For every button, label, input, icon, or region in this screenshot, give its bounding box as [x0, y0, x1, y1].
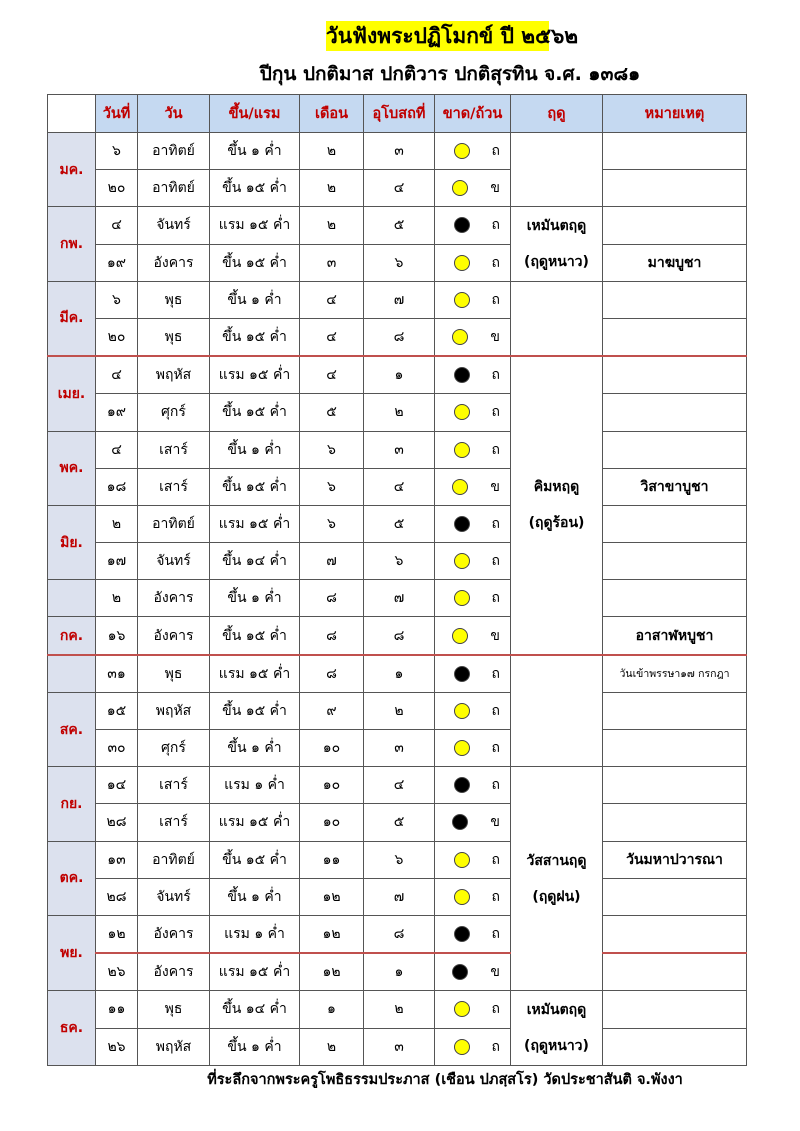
lunar-month-cell: ๘: [300, 617, 364, 655]
season-name: เหมันตฤดู: [526, 1002, 587, 1018]
date-cell: ๑๒: [96, 915, 138, 953]
lunar-month-cell: ๖: [300, 505, 364, 542]
season-cell: [511, 133, 603, 207]
note-cell: [603, 394, 747, 431]
phase-cell: แรม ๑ ค่ำ: [210, 767, 300, 804]
khat-thuan-label: ถ: [491, 740, 500, 757]
date-cell: ๖: [96, 133, 138, 170]
note-cell: [603, 356, 747, 394]
season-cell: [511, 356, 603, 655]
uposatha-no-cell: ๔: [364, 468, 435, 505]
lunar-month-cell: ๑๒: [300, 878, 364, 915]
month-label: กย.: [48, 767, 96, 841]
date-cell: ๑๕: [96, 692, 138, 729]
note-cell: [603, 431, 747, 468]
uposatha-no-cell: ๘: [364, 617, 435, 655]
table-row: [48, 207, 747, 244]
phase-cell: ขึ้น ๑๕ ค่ำ: [210, 170, 300, 207]
phase-cell: ขึ้น ๑ ค่ำ: [210, 878, 300, 915]
table-row: [48, 244, 747, 281]
moon-cell: [435, 318, 511, 356]
note-cell: [603, 915, 747, 953]
full-moon-icon: [454, 1001, 470, 1017]
phase-cell: ขึ้น ๑๕ ค่ำ: [210, 692, 300, 729]
new-moon-icon: [454, 666, 470, 682]
season-name: วัสสานฤดู: [526, 852, 587, 869]
new-moon-icon: [454, 217, 470, 233]
lunar-month-cell: ๓: [300, 244, 364, 281]
table-row: [48, 505, 747, 542]
moon-cell: [435, 655, 511, 693]
note-cell: [603, 170, 747, 207]
lunar-month-cell: ๑๐: [300, 767, 364, 804]
day-cell: อังคาร: [138, 244, 210, 281]
note-cell: [603, 281, 747, 318]
note-cell: [603, 953, 747, 991]
table-row: [48, 730, 747, 767]
phase-cell: ขึ้น ๑๕ ค่ำ: [210, 468, 300, 505]
date-cell: ๑๖: [96, 617, 138, 655]
day-cell: พฤหัส: [138, 692, 210, 729]
moon-cell: [435, 281, 511, 318]
moon-cell: [435, 953, 511, 991]
day-cell: พุธ: [138, 991, 210, 1028]
moon-cell: [435, 505, 511, 542]
date-cell: ๒๖: [96, 953, 138, 991]
lunar-month-cell: ๑๑: [300, 841, 364, 878]
phase-cell: ขึ้น ๑๕ ค่ำ: [210, 617, 300, 655]
khat-thuan-label: ถ: [491, 1038, 500, 1055]
phase-cell: แรม ๑๕ ค่ำ: [210, 655, 300, 693]
uposatha-no-cell: ๘: [364, 318, 435, 356]
month-label: กพ.: [48, 207, 96, 281]
season-subname: (ฤดูหนาว): [524, 254, 589, 271]
table-row: [48, 468, 747, 505]
note-cell: วิสาขาบูชา: [603, 468, 747, 505]
new-moon-icon: [454, 367, 470, 383]
full-moon-icon: [454, 852, 470, 868]
day-cell: อังคาร: [138, 915, 210, 953]
note-cell: [603, 580, 747, 617]
note-cell: [603, 692, 747, 729]
day-cell: อังคาร: [138, 580, 210, 617]
phase-cell: ขึ้น ๑ ค่ำ: [210, 1028, 300, 1065]
lunar-month-cell: ๔: [300, 318, 364, 356]
season-subname: (ฤดูหนาว): [524, 1038, 589, 1054]
lunar-month-cell: ๒: [300, 1028, 364, 1065]
header-row: [48, 95, 747, 133]
uposatha-no-cell: ๗: [364, 580, 435, 617]
note-cell: วันมหาปวารณา: [603, 841, 747, 878]
header-date: วันที่: [96, 95, 138, 133]
khat-thuan-label: ข: [490, 478, 500, 495]
full-moon-icon: [454, 703, 470, 719]
full-moon-icon: [454, 255, 470, 271]
lunar-month-cell: ๗: [300, 543, 364, 580]
lunar-month-cell: ๔: [300, 356, 364, 394]
lunar-month-cell: ๘: [300, 580, 364, 617]
day-cell: อาทิตย์: [138, 841, 210, 878]
table-row: [48, 431, 747, 468]
khat-thuan-label: ถ: [491, 291, 500, 308]
day-cell: พุธ: [138, 318, 210, 356]
table-row: [48, 170, 747, 207]
month-label: สค.: [48, 692, 96, 766]
note-cell: [603, 133, 747, 170]
uposatha-no-cell: ๒: [364, 991, 435, 1028]
phase-cell: แรม ๑๕ ค่ำ: [210, 505, 300, 542]
moon-cell: [435, 543, 511, 580]
table-row: [48, 878, 747, 915]
lunar-month-cell: ๕: [300, 394, 364, 431]
date-cell: ๑๘: [96, 468, 138, 505]
header-month: เดือน: [300, 95, 364, 133]
date-cell: ๑๗: [96, 543, 138, 580]
day-cell: เสาร์: [138, 804, 210, 841]
moon-cell: [435, 841, 511, 878]
khat-thuan-label: ถ: [491, 367, 500, 384]
table-row: [48, 281, 747, 318]
khat-thuan-label: ถ: [491, 777, 500, 794]
khat-thuan-label: ถ: [491, 590, 500, 607]
lunar-month-cell: ๑๐: [300, 804, 364, 841]
date-cell: ๓๐: [96, 730, 138, 767]
note-cell: [603, 318, 747, 356]
lunar-month-cell: ๖: [300, 468, 364, 505]
moon-cell: [435, 207, 511, 244]
phase-cell: แรม ๑๕ ค่ำ: [210, 356, 300, 394]
day-cell: ศุกร์: [138, 730, 210, 767]
season-name: คิมหฤดู: [533, 479, 580, 496]
lunar-month-cell: ๒: [300, 133, 364, 170]
khat-thuan-label: ถ: [491, 404, 500, 421]
lunar-month-cell: ๑๒: [300, 915, 364, 953]
uposatha-no-cell: ๔: [364, 170, 435, 207]
lunar-month-cell: ๔: [300, 281, 364, 318]
table-row: [48, 543, 747, 580]
table-row: [48, 804, 747, 841]
header-phase: ขึ้น/แรม: [210, 95, 300, 133]
full-moon-icon: [452, 180, 468, 196]
khat-thuan-label: ถ: [491, 1001, 500, 1018]
note-cell: [603, 991, 747, 1028]
note-cell: [603, 505, 747, 542]
note-cell: วันเข้าพรรษา๑๗ กรกฎา: [603, 655, 747, 693]
uposatha-no-cell: ๖: [364, 841, 435, 878]
season-cell: [511, 767, 603, 991]
day-cell: พฤหัส: [138, 1028, 210, 1065]
uposatha-no-cell: ๖: [364, 543, 435, 580]
lunar-month-cell: ๖: [300, 431, 364, 468]
lunar-month-cell: ๑: [300, 991, 364, 1028]
day-cell: พฤหัส: [138, 356, 210, 394]
khat-thuan-label: ข: [490, 627, 500, 644]
moon-cell: [435, 170, 511, 207]
season-subname: (ฤดูร้อน): [528, 515, 585, 532]
new-moon-icon: [454, 926, 470, 942]
phase-cell: แรม ๑ ค่ำ: [210, 915, 300, 953]
full-moon-icon: [454, 1039, 470, 1055]
table-row: [48, 767, 747, 804]
date-cell: ๒๘: [96, 804, 138, 841]
full-moon-icon: [452, 479, 468, 495]
full-moon-icon: [454, 889, 470, 905]
khat-thuan-label: ถ: [491, 441, 500, 458]
date-cell: ๑๙: [96, 394, 138, 431]
note-cell: [603, 804, 747, 841]
date-cell: ๒๐: [96, 170, 138, 207]
phase-cell: แรม ๑๕ ค่ำ: [210, 953, 300, 991]
khat-thuan-label: ถ: [491, 515, 500, 532]
uposatha-no-cell: ๔: [364, 767, 435, 804]
note-cell: [603, 207, 747, 244]
table-row: [48, 617, 747, 655]
khat-thuan-label: ถ: [491, 217, 500, 234]
uposatha-no-cell: ๓: [364, 730, 435, 767]
uposatha-no-cell: ๗: [364, 281, 435, 318]
new-moon-icon: [452, 964, 468, 980]
day-cell: เสาร์: [138, 767, 210, 804]
season-cell: [511, 655, 603, 767]
date-cell: ๑๔: [96, 767, 138, 804]
full-moon-icon: [454, 590, 470, 606]
day-cell: อาทิตย์: [138, 170, 210, 207]
month-label: ตค.: [48, 841, 96, 915]
page-title: วันฟังพระปฏิโมกข์ ปี ๒๕๖๒: [326, 21, 549, 51]
table-row: [48, 394, 747, 431]
phase-cell: ขึ้น ๑ ค่ำ: [210, 730, 300, 767]
month-label: มีค.: [48, 281, 96, 356]
uposatha-no-cell: ๓: [364, 1028, 435, 1065]
phase-cell: ขึ้น ๑๕ ค่ำ: [210, 244, 300, 281]
calendar-table: [47, 94, 747, 1066]
moon-cell: [435, 468, 511, 505]
moon-cell: [435, 244, 511, 281]
season-cell: [511, 207, 603, 281]
full-moon-icon: [454, 143, 470, 159]
day-cell: อังคาร: [138, 617, 210, 655]
new-moon-icon: [454, 777, 470, 793]
note-cell: อาสาฬหบูชา: [603, 617, 747, 655]
uposatha-no-cell: ๒: [364, 692, 435, 729]
phase-cell: ขึ้น ๑๔ ค่ำ: [210, 991, 300, 1028]
note-cell: [603, 767, 747, 804]
date-cell: ๔: [96, 207, 138, 244]
khat-thuan-label: ถ: [491, 665, 500, 682]
table-row: [48, 318, 747, 356]
khat-thuan-label: ถ: [491, 702, 500, 719]
phase-cell: ขึ้น ๑ ค่ำ: [210, 431, 300, 468]
uposatha-no-cell: ๒: [364, 394, 435, 431]
moon-cell: [435, 133, 511, 170]
uposatha-no-cell: ๑: [364, 953, 435, 991]
khat-thuan-label: ถ: [491, 143, 500, 160]
khat-thuan-label: ข: [490, 180, 500, 197]
day-cell: พุธ: [138, 281, 210, 318]
day-cell: จันทร์: [138, 207, 210, 244]
date-cell: ๑๓: [96, 841, 138, 878]
day-cell: จันทร์: [138, 543, 210, 580]
header-day: วัน: [138, 95, 210, 133]
table-row: [48, 915, 747, 953]
header-note: หมายเหตุ: [603, 95, 747, 133]
month-label: ธค.: [48, 991, 96, 1065]
full-moon-icon: [454, 740, 470, 756]
season-cell: [511, 991, 603, 1065]
date-cell: ๒๖: [96, 1028, 138, 1065]
full-moon-icon: [454, 442, 470, 458]
header-blank: [48, 95, 96, 133]
day-cell: อังคาร: [138, 953, 210, 991]
uposatha-no-cell: ๘: [364, 915, 435, 953]
moon-cell: [435, 991, 511, 1028]
khat-thuan-label: ถ: [491, 926, 500, 943]
lunar-month-cell: ๑๐: [300, 730, 364, 767]
phase-cell: แรม ๑๕ ค่ำ: [210, 207, 300, 244]
moon-cell: [435, 915, 511, 953]
khat-thuan-label: ถ: [491, 553, 500, 570]
phase-cell: ขึ้น ๑ ค่ำ: [210, 580, 300, 617]
new-moon-icon: [454, 516, 470, 532]
full-moon-icon: [452, 329, 468, 345]
lunar-month-cell: ๒: [300, 207, 364, 244]
phase-cell: แรม ๑๕ ค่ำ: [210, 804, 300, 841]
header-uposatha-no: อุโบสถที่: [364, 95, 435, 133]
date-cell: ๔: [96, 431, 138, 468]
note-cell: [603, 878, 747, 915]
month-label: [48, 580, 96, 617]
moon-cell: [435, 767, 511, 804]
table-row: [48, 133, 747, 170]
khat-thuan-label: ข: [490, 814, 500, 831]
table-row: [48, 655, 747, 693]
day-cell: อาทิตย์: [138, 505, 210, 542]
month-label: กค.: [48, 617, 96, 655]
uposatha-no-cell: ๕: [364, 804, 435, 841]
moon-cell: [435, 730, 511, 767]
khat-thuan-label: ถ: [491, 254, 500, 271]
full-moon-icon: [452, 628, 468, 644]
khat-thuan-label: ถ: [491, 851, 500, 868]
phase-cell: ขึ้น ๑ ค่ำ: [210, 281, 300, 318]
table-row: [48, 580, 747, 617]
full-moon-icon: [454, 404, 470, 420]
phase-cell: ขึ้น ๑ ค่ำ: [210, 133, 300, 170]
calendar-body: [48, 133, 747, 1066]
day-cell: พุธ: [138, 655, 210, 693]
full-moon-icon: [454, 292, 470, 308]
moon-cell: [435, 394, 511, 431]
table-row: [48, 356, 747, 394]
moon-cell: [435, 580, 511, 617]
uposatha-no-cell: ๕: [364, 207, 435, 244]
date-cell: ๖: [96, 281, 138, 318]
note-cell: [603, 1028, 747, 1065]
moon-cell: [435, 617, 511, 655]
date-cell: ๓๑: [96, 655, 138, 693]
moon-cell: [435, 431, 511, 468]
uposatha-no-cell: ๑: [364, 655, 435, 693]
phase-cell: ขึ้น ๑๕ ค่ำ: [210, 394, 300, 431]
phase-cell: ขึ้น ๑๔ ค่ำ: [210, 543, 300, 580]
moon-cell: [435, 878, 511, 915]
month-label: พย.: [48, 915, 96, 990]
table-row: [48, 1028, 747, 1065]
note-cell: [603, 730, 747, 767]
month-label: พค.: [48, 431, 96, 505]
day-cell: ศุกร์: [138, 394, 210, 431]
uposatha-no-cell: ๓: [364, 431, 435, 468]
uposatha-no-cell: ๕: [364, 505, 435, 542]
date-cell: ๒๐: [96, 318, 138, 356]
day-cell: จันทร์: [138, 878, 210, 915]
phase-cell: ขึ้น ๑๕ ค่ำ: [210, 841, 300, 878]
moon-cell: [435, 356, 511, 394]
month-label: [48, 655, 96, 693]
new-moon-icon: [452, 814, 468, 830]
date-cell: ๑๙: [96, 244, 138, 281]
footer-credit: ที่ระลึกจากพระครูโพธิธรรมประภาส (เชือน ปภสฺสโร) วัดประชาสันติ จ.พังงา: [207, 1072, 683, 1088]
date-cell: ๒: [96, 505, 138, 542]
month-label: เมย.: [48, 356, 96, 431]
moon-cell: [435, 692, 511, 729]
day-cell: อาทิตย์: [138, 133, 210, 170]
note-cell: [603, 543, 747, 580]
lunar-month-cell: ๒: [300, 170, 364, 207]
page-subtitle: ปีกุน ปกติมาส ปกติวาร ปกติสุรทิน จ.ศ. ๑๓๘๑: [259, 63, 641, 85]
phase-cell: ขึ้น ๑๕ ค่ำ: [210, 318, 300, 356]
header-moon: ขาด/ถ้วน: [435, 95, 511, 133]
date-cell: ๑๑: [96, 991, 138, 1028]
khat-thuan-label: ข: [490, 964, 500, 981]
full-moon-icon: [454, 553, 470, 569]
day-cell: เสาร์: [138, 431, 210, 468]
date-cell: ๒: [96, 580, 138, 617]
month-label: มค.: [48, 133, 96, 207]
lunar-month-cell: ๙: [300, 692, 364, 729]
note-cell: มาฆบูชา: [603, 244, 747, 281]
table-row: [48, 991, 747, 1028]
header-season: ฤดู: [511, 95, 603, 133]
lunar-month-cell: ๑๒: [300, 953, 364, 991]
table-row: [48, 692, 747, 729]
moon-cell: [435, 804, 511, 841]
season-cell: [511, 281, 603, 356]
khat-thuan-label: ถ: [491, 888, 500, 905]
table-row: [48, 953, 747, 991]
uposatha-no-cell: ๑: [364, 356, 435, 394]
moon-cell: [435, 1028, 511, 1065]
uposatha-no-cell: ๖: [364, 244, 435, 281]
day-cell: เสาร์: [138, 468, 210, 505]
lunar-month-cell: ๘: [300, 655, 364, 693]
season-subname: (ฤดูฝน): [532, 888, 581, 905]
season-name: เหมันตฤดู: [526, 218, 587, 235]
date-cell: ๒๘: [96, 878, 138, 915]
khat-thuan-label: ข: [490, 329, 500, 346]
date-cell: ๔: [96, 356, 138, 394]
table-row: [48, 841, 747, 878]
uposatha-no-cell: ๗: [364, 878, 435, 915]
month-label: มิย.: [48, 505, 96, 579]
uposatha-no-cell: ๓: [364, 133, 435, 170]
